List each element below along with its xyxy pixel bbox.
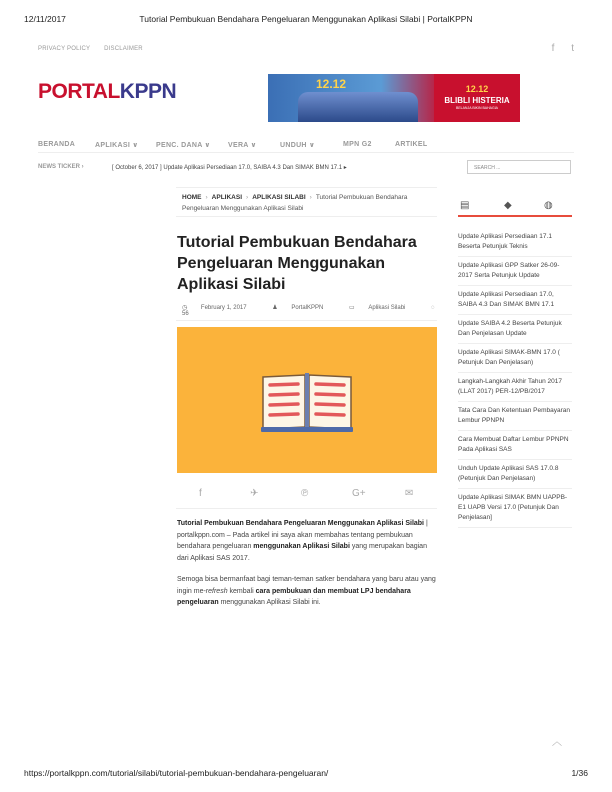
logo-portal-text: PORTAL [38, 80, 120, 103]
nav-item-beranda[interactable]: BERANDA [38, 141, 76, 148]
news-ticker-item[interactable]: [ October 6, 2017 ] Update Aplikasi Persediaan 17.0, SAIBA 4.3 Dan SIMAK BMN 17.1 ▸ [112, 165, 347, 171]
open-book-icon [259, 369, 355, 433]
print-header [24, 14, 588, 26]
chevron-right-icon: › [246, 194, 249, 201]
list-item[interactable]: Update Aplikasi GPP Satker 26-09-2017 Serta Petunjuk Update [458, 261, 572, 286]
article-link-bold: Tutorial Pembukuan Bendahara Pengeluaran Menggunakan Aplikasi Silabi [177, 520, 424, 527]
nav-item-aplikasi[interactable]: APLIKASI ∨ [95, 142, 139, 149]
disclaimer-link[interactable]: DISCLAIMER [104, 46, 143, 52]
sidebar-post-list [458, 232, 572, 532]
print-page-number: 1/36 [571, 768, 588, 778]
nav-item-artikel[interactable]: ARTIKEL [395, 141, 428, 148]
breadcrumb-current: Tutorial Pembukuan Bendahara Pengeluaran Menggunakan Aplikasi Silabi [182, 194, 408, 212]
nav-item-unduh[interactable]: UNDUH ∨ [280, 142, 316, 149]
banner-brand: BLIBLI HISTERIA [444, 96, 510, 105]
top-links [38, 46, 155, 52]
post-category[interactable] [349, 305, 417, 311]
clock-icon: ◷ [182, 305, 189, 311]
nav-item-penc-dana[interactable]: PENC. DANA ∨ [156, 142, 211, 149]
breadcrumb-home[interactable]: HOME [182, 194, 202, 201]
article-text: | portalkppn.com – Pada artikel ini saya akan membahas tentang pembukuan bendahara pengeluaran [177, 520, 428, 550]
email-icon[interactable]: ✉ [405, 488, 414, 499]
article-paragraph [177, 518, 437, 564]
post-date-text: February 1, 2017 [200, 305, 247, 311]
main-nav [38, 139, 574, 153]
list-item[interactable]: Update Aplikasi Persediaan 17.0, SAIBA 4.3 Dan SIMAK BMN 17.1 [458, 290, 572, 315]
news-ticker-label: NEWS TICKER › [38, 164, 84, 170]
breadcrumb-silabi[interactable]: APLIKASI SILABI [252, 194, 306, 201]
article-text: kembali [227, 587, 256, 595]
breadcrumb [182, 192, 437, 214]
facebook-icon[interactable]: f [199, 488, 202, 499]
facebook-icon[interactable]: f [551, 43, 555, 54]
top-bar [38, 42, 574, 60]
article-text-italic: refresh [205, 587, 228, 595]
chevron-right-icon: › [309, 194, 312, 201]
banner-brand-panel [434, 74, 520, 122]
banner-people-image [298, 92, 418, 122]
print-footer [24, 768, 588, 780]
breadcrumb-aplikasi[interactable]: APLIKASI [211, 194, 243, 201]
twitter-icon[interactable]: t [571, 43, 574, 54]
chevron-right-icon: › [205, 194, 208, 201]
comments-icon[interactable]: ◍ [544, 200, 553, 211]
divider [176, 187, 437, 188]
article-text: yang merupakan bagian dari Aplikasi SAS 2017. [177, 543, 427, 562]
print-title: Tutorial Pembukuan Bendahara Pengeluaran Menggunakan Aplikasi Silabi | PortalKPPN [139, 14, 473, 24]
article-text: Semoga bisa bermanfaat bagi teman-teman satker bendahara yang baru atau yang ingin me- [177, 576, 436, 595]
page-title: Tutorial Pembukuan Bendahara Pengeluaran Menggunakan Aplikasi Silabi [177, 234, 417, 293]
post-comments-count: 56 [182, 311, 189, 317]
banner-date: 12.12 [465, 84, 489, 94]
list-item[interactable]: Langkah-Langkah Akhir Tahun 2017 (LLAT 2017) PER-12/PB/2017 [458, 377, 572, 402]
post-author[interactable] [272, 305, 335, 311]
social-links [538, 43, 574, 54]
privacy-policy-link[interactable]: PRIVACY POLICY [38, 46, 91, 52]
news-ticker [38, 160, 458, 174]
divider [176, 216, 437, 217]
print-url: https://portalkppn.com/tutorial/silabi/tutorial-pembukuan-bendahara-pengeluaran/ [24, 768, 329, 778]
banner-subtitle: BELANJA BIKIN BAHAGIA [455, 106, 498, 110]
divider [176, 508, 437, 509]
folder-icon: ▭ [349, 305, 357, 311]
divider [176, 320, 437, 321]
scroll-to-top-icon[interactable]: ︿ [552, 737, 562, 748]
list-item[interactable]: Update SAIBA 4.2 Beserta Petunjuk Dan Penjelasan Update [458, 319, 572, 344]
search-input[interactable]: SEARCH ... [467, 160, 571, 174]
article-paragraph [177, 574, 437, 609]
nav-item-mpn-g2[interactable]: MPN G2 [343, 141, 372, 148]
logo-kppn-text: KPPN [119, 80, 177, 103]
article-meta [182, 304, 437, 317]
pinterest-icon[interactable]: ℗ [301, 488, 309, 499]
post-category-text: Aplikasi Silabi [368, 305, 406, 311]
user-icon: ♟ [272, 305, 280, 311]
recent-posts-icon[interactable]: ▤ [460, 200, 470, 211]
list-item[interactable]: Unduh Update Aplikasi SAS 17.0.8 (Petunjuk Dan Penjelasan) [458, 464, 572, 489]
list-item[interactable]: Update Aplikasi Persediaan 17.1 Beserta Petunjuk Teknis [458, 232, 572, 257]
list-item[interactable]: Cara Membuat Daftar Lembur PPNPN Pada Aplikasi SAS [458, 435, 572, 460]
banner-headline: 12.12 [316, 77, 347, 91]
sidebar-tabs [458, 197, 572, 217]
nav-item-vera[interactable]: VERA ∨ [228, 142, 257, 149]
list-item[interactable]: Update Aplikasi SIMAK BMN UAPPB-E1 UAPB Versi 17.0 [Petunjuk Dan Penjelasan] [458, 493, 572, 528]
twitter-icon[interactable]: ✈ [250, 488, 259, 499]
post-author-text: PortalKPPN [291, 305, 324, 311]
article-body [177, 518, 437, 619]
print-date: 12/11/2017 [24, 14, 66, 24]
featured-image [177, 327, 437, 473]
article-text-bold: cara pembukuan dan membuat LPJ bendahara pengeluaran [177, 587, 411, 606]
comment-icon: ◌ [431, 305, 435, 311]
article-text-bold: menggunakan Aplikasi Silabi [253, 543, 350, 550]
share-bar [177, 488, 437, 500]
site-logo[interactable] [38, 80, 198, 110]
list-item[interactable]: Update Aplikasi SIMAK-BMN 17.0 ( Petunjuk Dan Penjelasan) [458, 348, 572, 373]
ad-banner[interactable] [268, 74, 520, 122]
article-text: menggunakan Aplikasi Silabi ini. [218, 599, 321, 606]
list-item[interactable]: Tata Cara Dan Ketentuan Pembayaran Lembur PPNPN [458, 406, 572, 431]
tags-icon[interactable]: ◆ [504, 200, 512, 211]
google-plus-icon[interactable]: G+ [352, 488, 366, 499]
